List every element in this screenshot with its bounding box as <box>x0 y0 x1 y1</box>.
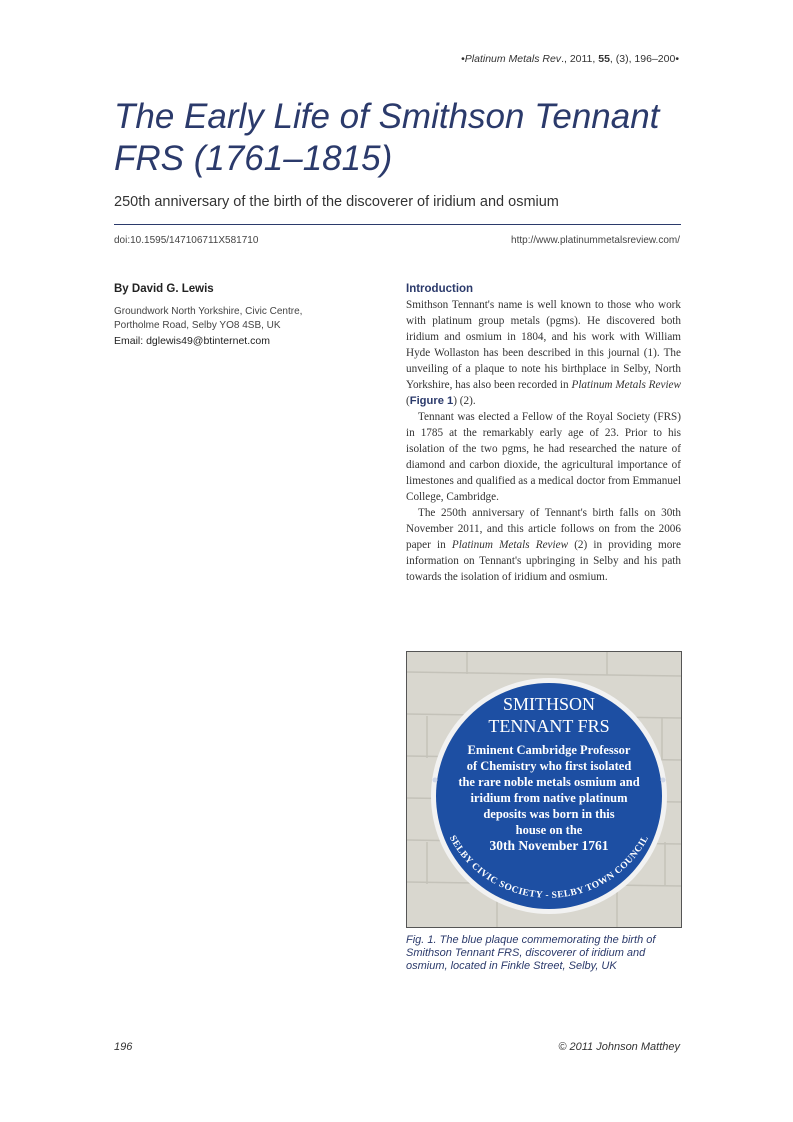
paragraph-2: Tennant was elected a Fellow of the Royal Society (FRS) in 1785 at the remarkably early age of 23. Prior to his isolation of the two pgms, he had researched the nature of diamond and carbon dioxide, the agricultural importance of limestones and qualified as a medical doctor from Emmanuel College, Cambridge. <box>406 411 681 503</box>
volume-number: 55 <box>598 53 610 65</box>
paragraph-1 <box>406 297 681 409</box>
paragraph-text: ) (2). <box>453 395 476 407</box>
journal-title-ref: Platinum Metals Review <box>571 379 681 391</box>
journal-url[interactable]: http://www.platinummetalsreview.com/ <box>511 235 680 246</box>
article-subtitle: 250th anniversary of the birth of the discoverer of iridium and osmium <box>114 194 559 210</box>
paragraph-text: Smithson Tennant's name is well known to those who work with platinum group metals (pgms). He discovered both iridium and osmium in 1804, and his work with William Hyde Wollaston has been described in this journal (1). The unveiling of a plaque to note his birthplace in Selby, North Yorkshire, has also been recorded in <box>406 299 681 391</box>
citation-pages: , (3), 196–200 <box>609 53 676 65</box>
figure-1-plaque-photo <box>406 651 682 928</box>
journal-name: Platinum Metals Rev <box>464 53 562 65</box>
figure-1-link[interactable]: Figure 1 <box>409 395 454 407</box>
title-line-1: The Early Life of Smithson Tennant <box>114 97 660 136</box>
page-number: 196 <box>114 1041 133 1053</box>
author-affiliation <box>114 305 354 333</box>
plaque-title-line-1: SMITHSON <box>502 694 596 714</box>
plaque-text-line: deposits was born in this <box>483 807 615 821</box>
affiliation-line-1: Groundwork North Yorkshire, Civic Centre, <box>114 306 303 317</box>
citation-year: ., 2011, <box>561 53 599 65</box>
header-rule <box>114 224 681 225</box>
plaque-text-line: Eminent Cambridge Professor <box>467 743 631 757</box>
plaque-date: 30th November 1761 <box>489 838 609 853</box>
copyright: © 2011 Johnson Matthey <box>558 1041 680 1053</box>
paragraph-text: The 250th anniversary of Tennant's birth falls on 30th November 2011, and this article follows on from the 2006 paper in <box>406 507 681 551</box>
section-heading-introduction: Introduction <box>406 283 474 295</box>
plaque-illustration <box>407 652 681 927</box>
journal-title-ref: Platinum Metals Review <box>451 539 569 551</box>
author-name: By David G. Lewis <box>114 283 214 295</box>
figure-1-caption: Fig. 1. The blue plaque commemorating the birth of Smithson Tennant FRS, discoverer of iridium and osmium, located in Finkle Street, Selby, UK <box>406 934 656 972</box>
plaque-text-line: of Chemistry who first isolated <box>466 759 632 773</box>
affiliation-line-2: Portholme Road, Selby YO8 4SB, UK <box>114 320 281 331</box>
plaque-text-line: the rare noble metals osmium and <box>458 775 640 789</box>
plaque-screw <box>661 778 666 783</box>
journal-citation <box>461 53 679 65</box>
plaque-screw <box>433 778 438 783</box>
plaque-ring-path-text: SELBY CIVIC SOCIETY - SELBY TOWN COUNCIL <box>446 834 652 901</box>
article-title <box>114 96 694 180</box>
plaque-text-line: house on the <box>515 823 583 837</box>
paragraph-3 <box>406 505 681 585</box>
title-line-2: FRS (1761–1815) <box>114 139 393 178</box>
bullet: • <box>675 53 679 65</box>
paragraph-text: ( <box>406 395 410 407</box>
doi[interactable]: doi:10.1595/147106711X581710 <box>114 235 259 246</box>
bullet: • <box>461 53 465 65</box>
plaque-title-line-2: TENNANT FRS <box>488 716 610 736</box>
paragraph-text: (2) in providing more information on Tennant's upbringing in Selby and his path towards the isolation of iridium and osmium. <box>406 539 681 583</box>
author-email[interactable]: Email: dglewis49@btinternet.com <box>114 335 270 347</box>
introduction-body <box>406 297 681 585</box>
plaque-text-line: iridium from native platinum <box>470 791 628 805</box>
